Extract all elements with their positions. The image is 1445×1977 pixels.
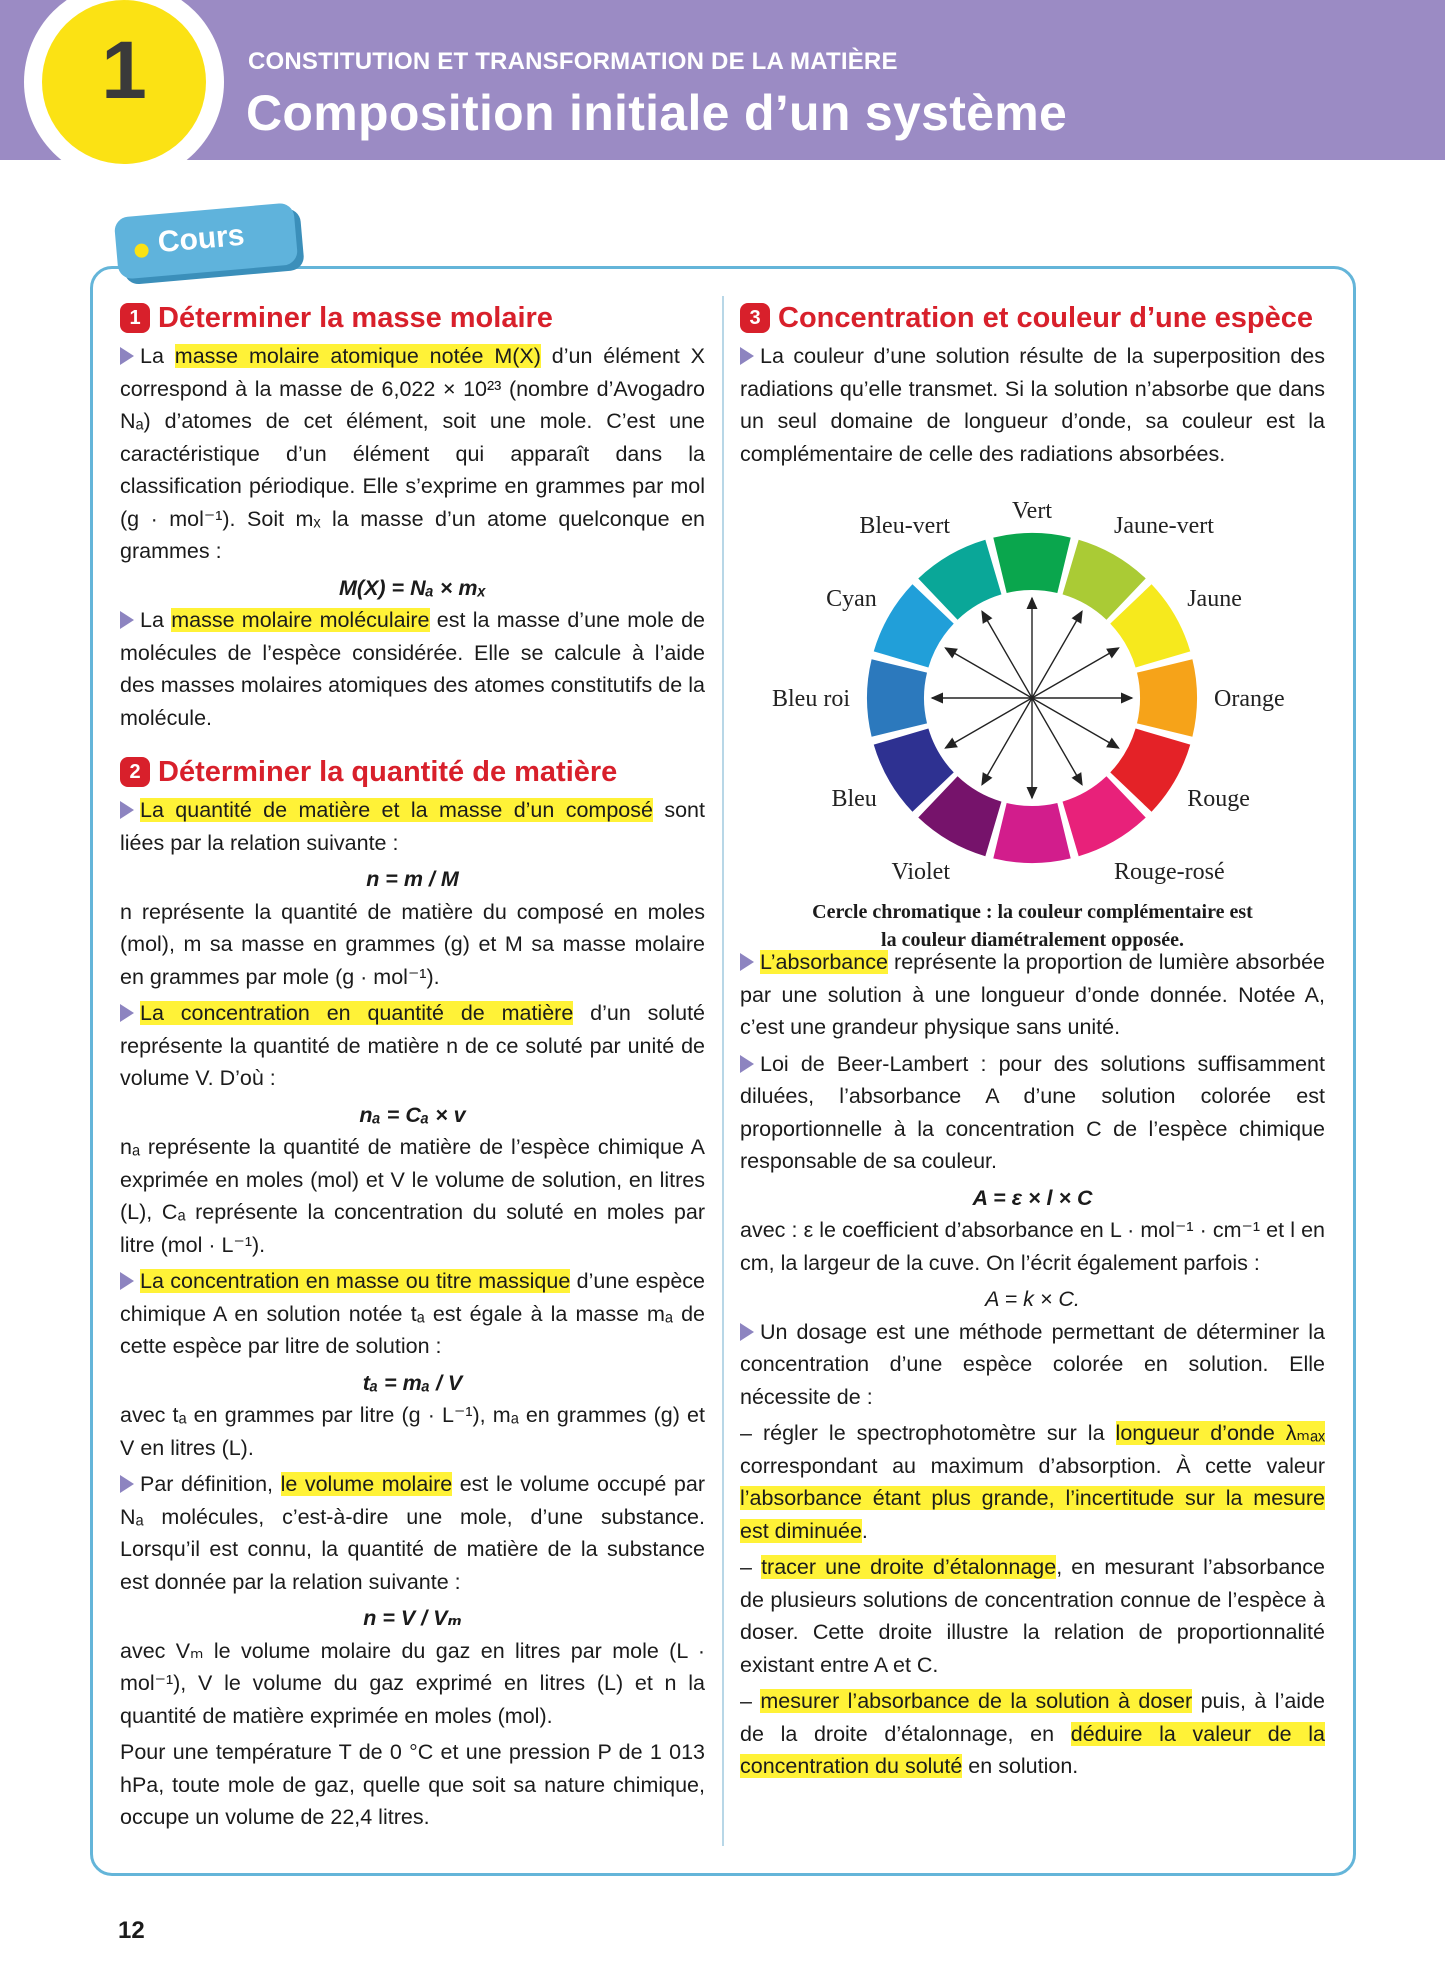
paragraph: La quantité de matière et la masse d’un composé sont liées par la relation suivante : <box>120 798 705 855</box>
list-item: – régler le spectrophotomètre sur la longueur d’onde λₘₐₓ correspondant au maximum d’absorption. À cette valeur l’absorbance étant plus grande, l’incertitude sur la mesure est diminuée. <box>740 1421 1325 1543</box>
chapter-title: Composition initiale d’un système <box>246 85 1068 141</box>
section-3-number: 3 <box>740 303 770 333</box>
triangle-bullet-icon <box>740 347 754 365</box>
wheel-label: Rouge-rosé <box>1114 859 1225 886</box>
paragraph: avec tₐ en grammes par litre (g · L⁻¹), mₐ en grammes (g) et V en litres (L). <box>120 1403 705 1460</box>
section-1-title <box>120 300 705 336</box>
highlight: longueur d’onde λₘₐₓ <box>1115 1421 1325 1445</box>
formula: n = m / M <box>366 867 459 891</box>
paragraph: Un dosage est une méthode permettant de déterminer la concentration d’une espèce colorée en solution. Elle nécessite de : <box>740 1319 1325 1409</box>
left-column <box>120 300 705 1838</box>
color-wheel <box>740 476 1325 896</box>
paragraph: L’absorbance représente la proportion de lumière absorbée par une solution à une longueur d’onde donnée. Notée A, c’est une grandeur physique sans unité. <box>740 950 1325 1039</box>
wheel-label: Bleu <box>831 786 877 812</box>
paragraph: La couleur d’une solution résulte de la superposition des radiations qu’elle transmet. Si la solution n’absorbe que dans un seul domaine de longueur d’onde, sa couleur est la complémentaire de celle des radiations absorbées. <box>740 344 1325 466</box>
section-2-title <box>120 754 705 790</box>
highlight: La quantité de matière et la masse d’un composé <box>140 798 653 822</box>
wheel-label: Jaune <box>1187 586 1242 612</box>
triangle-bullet-icon <box>740 1055 754 1073</box>
triangle-bullet-icon <box>120 1004 134 1022</box>
triangle-bullet-icon <box>120 611 134 629</box>
paragraph: La concentration en quantité de matière d’un soluté représente la quantité de matière n de ce soluté par unité de volume V. D’où : <box>120 1001 705 1090</box>
chapter-kicker: CONSTITUTION ET TRANSFORMATION DE LA MATIÈRE <box>248 48 898 75</box>
dot-icon <box>134 243 149 258</box>
highlight: La concentration en quantité de matière <box>140 1001 574 1025</box>
highlight: L’absorbance <box>760 950 888 974</box>
section-1-number: 1 <box>120 303 150 333</box>
section-3-title-text: Concentration et couleur d’une espèce <box>778 302 1313 334</box>
paragraph: n représente la quantité de matière du composé en moles (mol), m sa masse en grammes (g) et M sa masse molaire en grammes par mole (g · mol⁻¹). <box>120 899 705 989</box>
highlight: masse molaire atomique notée M(X) <box>174 344 541 368</box>
highlight: masse molaire moléculaire <box>171 608 430 632</box>
wheel-segment-magenta <box>993 803 1070 863</box>
wheel-label: Jaune-vert <box>1114 512 1214 539</box>
wheel-label: Bleu roi <box>772 686 850 712</box>
highlight: tracer une droite d’étalonnage <box>761 1555 1057 1579</box>
paragraph: La masse molaire moléculaire est la masse d’une mole de molécules de l’espèce considérée. Elle se calcule à l’aide des masses molaires atomiques des atomes constitutifs de la molécule. <box>120 608 706 730</box>
triangle-bullet-icon <box>740 953 754 971</box>
chapter-number: 1 <box>101 25 147 116</box>
cours-tag-label: Cours <box>156 218 246 260</box>
formula: nₐ = Cₐ × v <box>359 1102 466 1127</box>
wheel-label: Bleu-vert <box>859 512 950 539</box>
color-wheel-figure <box>740 476 1325 951</box>
column-divider <box>722 296 724 1846</box>
page-number: 12 <box>118 1917 145 1944</box>
formula: n = V / Vₘ <box>363 1606 462 1630</box>
section-3-title <box>740 300 1325 336</box>
highlight: déduire la valeur de la concentration du soluté <box>740 1721 1326 1778</box>
triangle-bullet-icon <box>120 1475 134 1493</box>
formula: A = ε × l × C <box>972 1185 1093 1210</box>
triangle-bullet-icon <box>120 801 134 819</box>
paragraph: Loi de Beer-Lambert : pour des solutions suffisamment diluées, l’absorbance A d’une solution colorée est proportionnelle à la concentration C de l’espèce chimique responsable de sa couleur. <box>740 1051 1325 1173</box>
paragraph: Pour une température T de 0 °C et une pression P de 1 013 hPa, toute mole de gaz, quelle que soit sa nature chimique, occupe un volume de 22,4 litres. <box>120 1740 705 1829</box>
formula: A = k × C. <box>985 1287 1080 1311</box>
highlight: l’absorbance étant plus grande, l’incertitude sur la mesure est diminuée <box>740 1486 1325 1543</box>
section-2-number: 2 <box>120 757 150 787</box>
wheel-segment-vert <box>993 533 1070 593</box>
triangle-bullet-icon <box>120 347 134 365</box>
highlight: le volume molaire <box>280 1472 453 1496</box>
section-2-title-text: Déterminer la quantité de matière <box>158 756 618 788</box>
paragraph: La concentration en masse ou titre massique d’une espèce chimique A en solution notée tₐ est égale à la masse mₐ de cette espèce par litre de solution : <box>120 1269 705 1358</box>
paragraph: La masse molaire atomique notée M(X) d’un élément X correspond à la masse de 6,022 × 10²³ (nombre d’Avogadro Nₐ) d’atomes de cet élément, soit une mole. C’est une caractéristique d’un élément qui apparaît dans la classification périodique. Elle s’exprime en grammes par mol (g · mol⁻¹). Soit mₓ la masse d’un atome quelconque en grammes : <box>120 344 706 563</box>
formula: M(X) = Nₐ × mₓ <box>339 575 486 600</box>
triangle-bullet-icon <box>120 1272 134 1290</box>
wheel-label: Vert <box>1012 498 1052 524</box>
paragraph: Par définition, le volume molaire est le volume occupé par Nₐ molécules, c’est-à-dire une mole, d’une substance. Lorsqu’il est connu, la quantité de matière de la substance est donnée par la relation suivante : <box>120 1472 705 1594</box>
paragraph: nₐ représente la quantité de matière de l’espèce chimique A exprimée en moles (mol) et V le volume de solution, en litres (L), Cₐ représente la concentration du soluté en moles par litre (mol · L⁻¹). <box>120 1135 705 1257</box>
color-wheel-caption: Cercle chromatique : la couleur complémentaire est la couleur diamétralement opposée. <box>812 901 1253 951</box>
wheel-label: Cyan <box>826 586 877 612</box>
wheel-segment-orange <box>1137 659 1197 736</box>
triangle-bullet-icon <box>740 1323 754 1341</box>
formula: tₐ = mₐ / V <box>362 1370 463 1395</box>
wheel-segment-bleu-roi <box>867 659 927 736</box>
right-column <box>740 300 1325 1787</box>
highlight: mesurer l’absorbance de la solution à doser <box>760 1689 1193 1713</box>
wheel-label: Violet <box>891 859 950 886</box>
highlight: La concentration en masse ou titre massique <box>140 1269 571 1293</box>
paragraph: avec : ε le coefficient d’absorbance en L · mol⁻¹ · cm⁻¹ et l en cm, la largeur de la cuve. On l’écrit également parfois : <box>740 1218 1325 1275</box>
section-1-title-text: Déterminer la masse molaire <box>158 302 553 334</box>
list-item: – tracer une droite d’étalonnage, en mesurant l’absorbance de plusieurs solutions de concentration connue de l’espèce à doser. Cette droite illustre la relation de proportionnalité existant entre A et C. <box>740 1555 1325 1677</box>
wheel-label: Orange <box>1214 686 1285 712</box>
wheel-label: Rouge <box>1187 786 1250 812</box>
paragraph: avec Vₘ le volume molaire du gaz en litres par mole (L · mol⁻¹), V le volume du gaz exprimé en litres (L) et n la quantité de matière exprimée en moles (mol). <box>120 1638 705 1728</box>
list-item: – mesurer l’absorbance de la solution à doser puis, à l’aide de la droite d’étalonnage, en déduire la valeur de la concentration du soluté en solution. <box>740 1689 1326 1778</box>
